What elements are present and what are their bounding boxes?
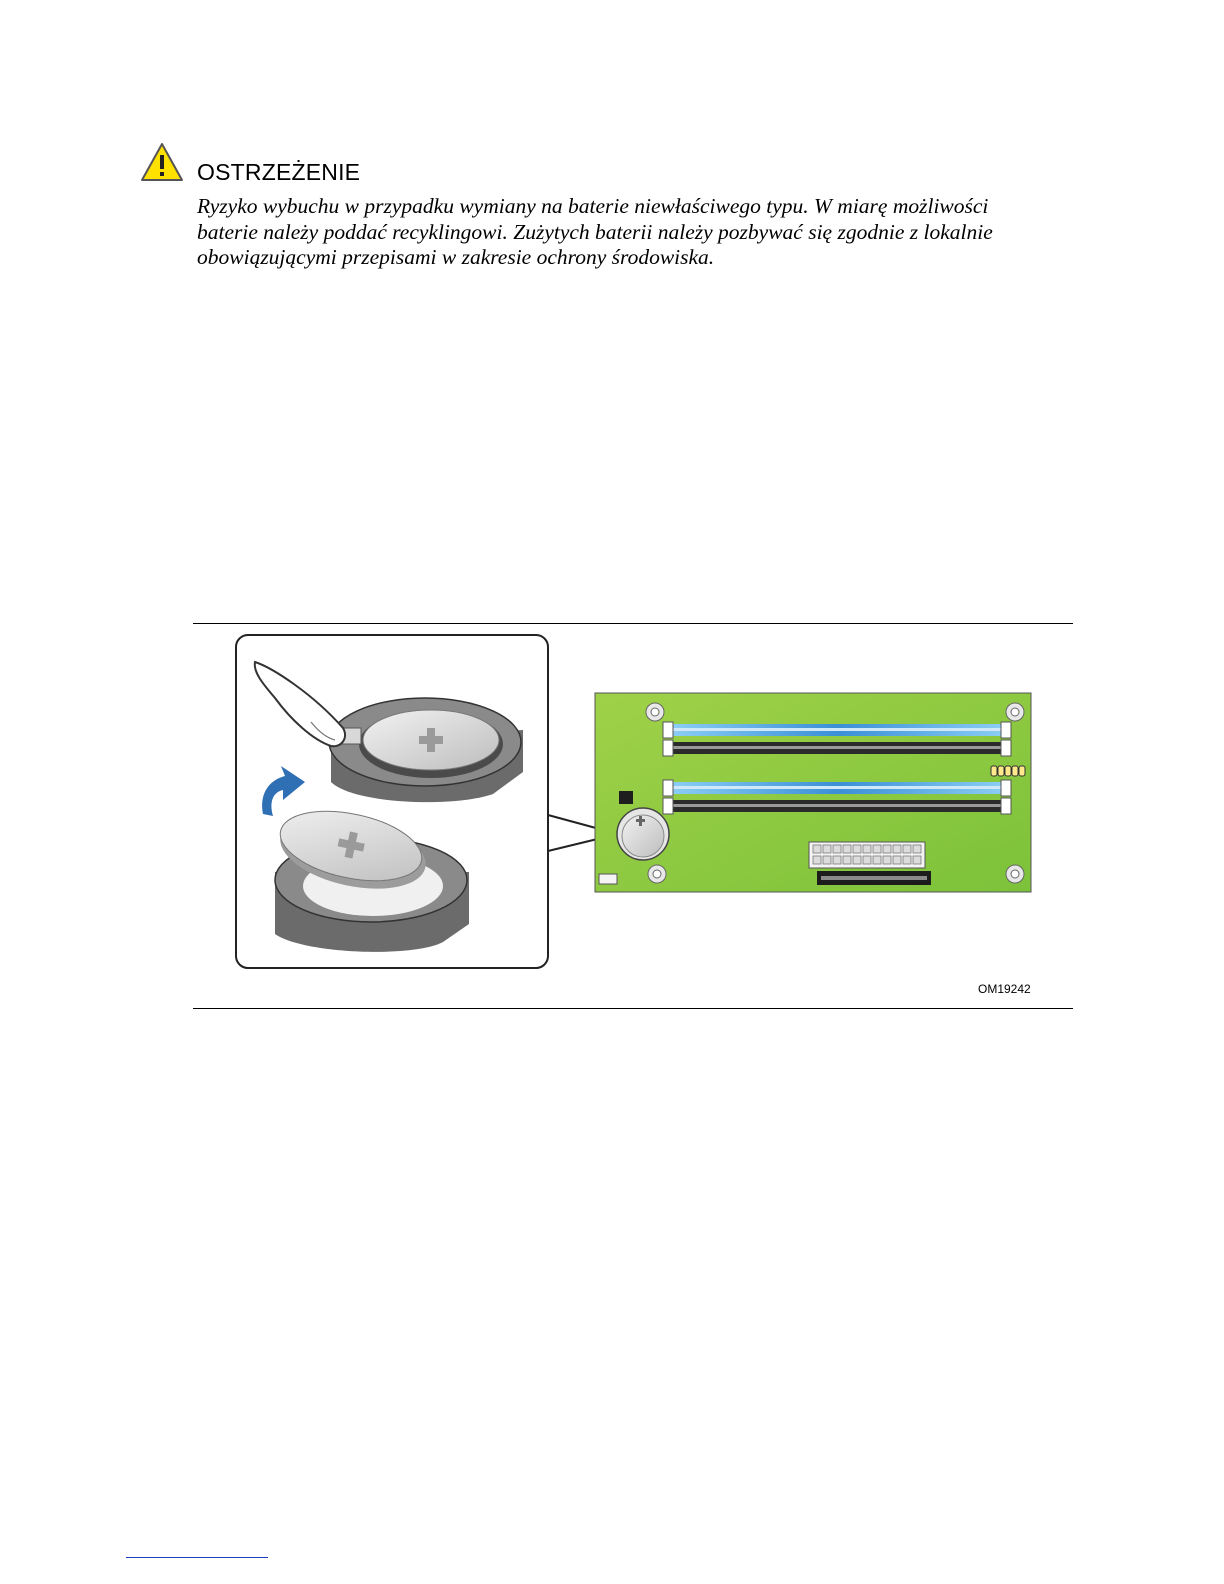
mounting-hole <box>646 703 664 721</box>
dimm-slot-black <box>663 740 1011 756</box>
ide-header <box>817 871 931 885</box>
battery-removal-inset <box>236 635 548 968</box>
board-battery <box>617 808 669 860</box>
dimm-slot-black <box>663 798 1011 814</box>
warning-line: Ryzyko wybuchu w przypadku wymiany na baterie niewłaściwego typu. W miarę możliwości <box>197 194 989 218</box>
warning-triangle-icon <box>140 142 184 182</box>
battery-figure <box>193 624 1073 1008</box>
mounting-hole <box>1006 703 1024 721</box>
warning-text <box>197 194 1077 271</box>
motherboard-illustration <box>595 693 1031 892</box>
figure-bottom-rule <box>193 1008 1073 1009</box>
dimm-slot-blue <box>663 722 1011 738</box>
dimm-slot-blue <box>663 780 1011 796</box>
fan-header <box>599 874 617 884</box>
mounting-hole <box>648 865 666 883</box>
warning-line: obowiązującymi przepisami w zakresie ochrony środowiska. <box>197 245 715 269</box>
footnote-rule <box>126 1557 268 1558</box>
jumper <box>619 791 633 804</box>
battery-holder-top <box>329 698 523 802</box>
figure-id-label: OM19242 <box>978 982 1031 996</box>
mounting-hole <box>1006 865 1024 883</box>
warning-line: baterie należy poddać recyklingowi. Zużytych baterii należy pozbywać się zgodnie z lokalnie <box>197 219 993 244</box>
led-row <box>991 766 1025 776</box>
warning-heading: OSTRZEŻENIE <box>197 159 361 185</box>
power-connector <box>809 842 925 868</box>
